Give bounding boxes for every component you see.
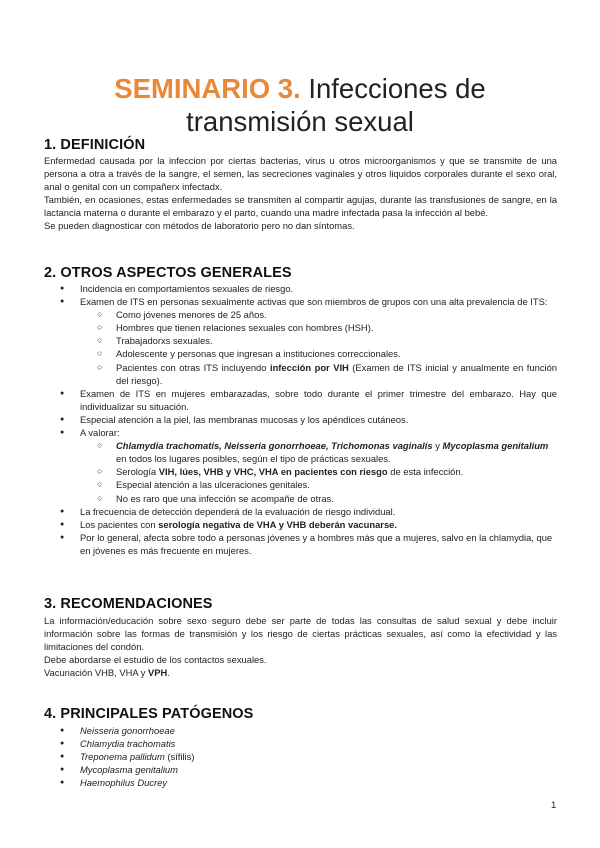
sublist-item: ○ No es raro que una infección se acompañe de otras. (80, 492, 557, 505)
sublist-item: ○ Como jóvenes menores de 25 años. (80, 308, 557, 321)
text: (sífilis) (164, 751, 195, 763)
list-item (44, 413, 557, 426)
list-item-text: La frecuencia de detección dependerá de la evaluación de riesgo individual. (80, 505, 396, 517)
section-heading-otros-aspectos: 2. OTROS ASPECTOS GENERALES (44, 265, 292, 281)
bold-text: infección por VIH (269, 361, 349, 373)
title-accent: SEMINARIO 3. (114, 73, 301, 104)
section-heading-patogenos: 4. PRINCIPALES PATÓGENOS (44, 706, 254, 722)
sublist-item (80, 361, 557, 387)
page-title (40, 72, 560, 138)
text: en todos los lugares posibles, según el tipo de prácticas sexuales. (116, 453, 391, 465)
list-item-text: Especial atención a la piel, las membranas mucosas y los apéndices cutáneos. (80, 413, 409, 425)
paragraph: También, en ocasiones, estas enfermedades se transmiten al compartir agujas, durante las transfusiones de sangre, en la lactancia materna o durante el embarazo y el parto, cuando una madre infectada pasa la infección al bebé. (44, 194, 557, 219)
list-item (44, 282, 557, 295)
title-rest: Infecciones de (300, 73, 486, 104)
page-number: 1 (551, 799, 557, 810)
paragraph: Enfermedad causada por la infeccion por ciertas bacterias, virus u otros microorganismos y que se transmite de una persona a otra a través de la sangre, el semen, las secreciones vaginales y otros liquidos corporales durante el sexo oral, anal o genital con un compañerx infectadx. (44, 155, 557, 193)
sublist-item: ○ Especial atención a las ulceraciones genitales. (80, 478, 557, 491)
paragraph: Debe abordarse el estudio de los contactos sexuales. (44, 654, 267, 666)
title-line2: transmisión sexual (186, 106, 414, 137)
list-item (44, 531, 557, 557)
paragraph (44, 666, 557, 679)
list-item: ● Haemophilus Ducrey (44, 776, 557, 789)
list-item-text: Examen de ITS en mujeres embarazadas, sobre todo durante el primer trimestre del embarazo. Hay que individualizar su situación. (80, 387, 557, 412)
sublist (80, 308, 557, 387)
paragraph: Se pueden diagnosticar con métodos de laboratorio pero no dan síntomas. (44, 220, 355, 232)
bold-text: serología negativa de VHA y VHB deberán vacunarse. (158, 518, 397, 530)
paragraph: La información/educación sobre sexo seguro debe ser parte de todas las consultas de salud sexual y debe incluir información sobre las formas de transmisión y los riesgo de ciertas prácticas sexuales, así como la efectividad y las limitaciones del condón. (44, 615, 557, 653)
section-definicion-body (44, 154, 557, 233)
text: Serología (116, 466, 159, 478)
text: Pacientes con otras ITS incluyendo (116, 361, 270, 373)
text: . (167, 667, 170, 679)
bold-text: VIH, lúes, VHB y VHC, VHA en pacientes con riesgo (158, 466, 388, 478)
list-item (44, 426, 557, 505)
section-recomendaciones-body (44, 614, 557, 679)
sublist-item (80, 439, 557, 465)
italic-text: Treponema pallidum (80, 751, 165, 763)
sublist-item (80, 465, 557, 478)
sublist-item: ○ Hombres que tienen relaciones sexuales con hombres (HSH). (80, 321, 557, 334)
list-item (44, 295, 557, 387)
sublist-item: ○ Adolescente y personas que ingresan a instituciones correccionales. (80, 347, 557, 360)
text: y (432, 440, 443, 452)
text: (Examen de ITS inicial y anualmente en función del riesgo). (116, 361, 558, 386)
list-item-text: Incidencia en comportamientos sexuales de riesgo. (80, 283, 294, 294)
bold-text: VPH (148, 667, 168, 679)
section-heading-definicion: 1. DEFINICIÓN (44, 137, 146, 153)
list-item: ● Chlamydia trachomatis (44, 737, 557, 750)
list-item-text: Examen de ITS en personas sexualmente activas que son miembros de grupos con una alta prevalencia de ITS: (80, 296, 548, 308)
section-heading-recomendaciones: 3. RECOMENDACIONES (44, 596, 213, 612)
list-item: ● Neisseria gonorrhoeae (44, 724, 557, 737)
text: Vacunación VHB, VHA y (44, 667, 149, 679)
text: de esta infección. (387, 466, 464, 478)
patogenos-list (44, 724, 557, 789)
list-item-text: Por lo general, afecta sobre todo a personas jóvenes y a hombres más que a mujeres, salvo en la chlamydia, que en jóvenes es más frecuente en mujeres. (80, 531, 553, 556)
sublist-item: ○ Trabajadorxs sexuales. (80, 334, 557, 347)
list-item (44, 750, 557, 763)
list-item (44, 518, 557, 531)
text: Los pacientes con (80, 518, 159, 530)
list-item: ● Mycoplasma genitalium (44, 763, 557, 776)
aspectos-list (44, 282, 557, 557)
list-item-text: A valorar: (80, 427, 120, 439)
bold-italic-text: Chlamydia trachomatis, Neisseria gonorrhoeae, Trichomonas vaginalis (116, 440, 433, 452)
sublist (80, 439, 557, 504)
list-item (44, 387, 557, 413)
bold-italic-text: Mycoplasma genitalium (442, 440, 549, 452)
list-item (44, 505, 557, 518)
